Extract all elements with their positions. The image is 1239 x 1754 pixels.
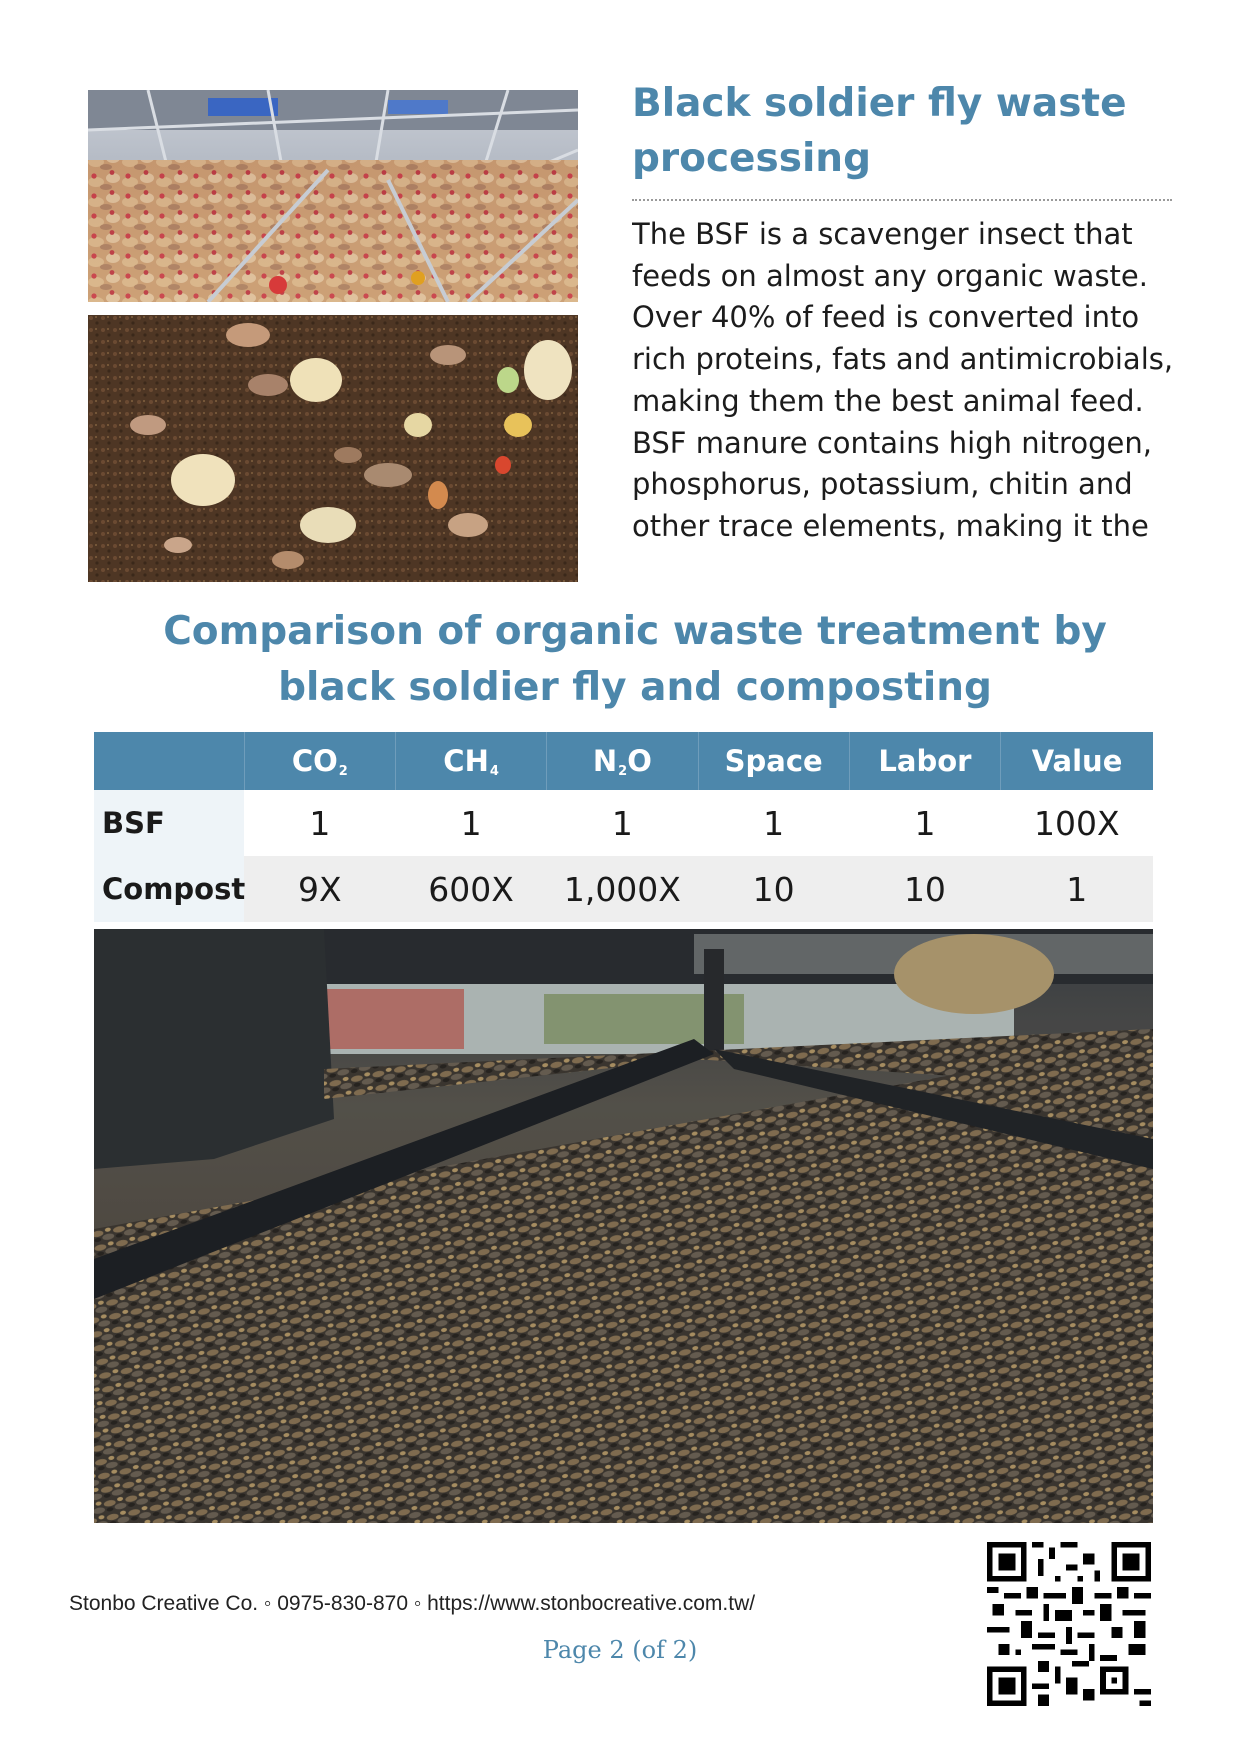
table-cell: 1,000X [547,856,698,922]
table-cell: 1 [763,803,785,843]
organic-waste-photo [88,315,578,582]
table-row-bsf [94,790,1153,856]
table-cell: 600X [395,856,546,922]
table-cell: 1 [309,803,331,843]
poultry-house-photo [88,90,578,302]
title-divider [632,199,1172,201]
header-co2: $CO_2$ [244,732,395,790]
header-n2o: $N_2O$ [547,732,698,790]
table-cell: 1 [611,803,633,843]
qr-code[interactable] [987,1542,1151,1706]
table-cell: 1 [460,803,482,843]
table-row-compost [94,856,1153,922]
comparison-title: Comparison of organic waste treatment by black soldier fly and composting [163,609,1107,710]
row-label: Compost [94,856,244,922]
table-header-row [94,732,1153,790]
header-value: Value [1001,732,1153,790]
larvae-bed-photo [94,929,1153,1523]
footer-contact: Stonbo Creative Co. ◦ 0975-830-870 ◦ https://www.stonbocreative.com.tw/ [69,1592,756,1615]
section-body-text: The BSF is a scavenger insect that feeds on almost any organic waste. Over 40% of feed is converted into rich proteins, fats and antimicrobials, making them the best animal feed. BSF manure contains high nitrogen, phosphorus, potassium, chitin and other trace elements, making it the [632,217,1174,543]
section-title: Black soldier fly waste processing [632,81,1127,181]
table-cell: 10 [849,856,1000,922]
row-label: BSF [94,790,244,856]
table-cell: 1 [1001,856,1153,922]
table-cell: 9X [244,856,395,922]
header-space: Space [698,732,849,790]
header-labor: Labor [849,732,1000,790]
table-cell: 10 [698,856,849,922]
page-number: Page 2 (of 2) [542,1636,698,1664]
comparison-table [94,732,1153,922]
header-ch4: $CH_4$ [395,732,546,790]
header-empty [94,732,244,790]
table-cell: 100X [1033,803,1120,843]
table-cell: 1 [914,803,936,843]
